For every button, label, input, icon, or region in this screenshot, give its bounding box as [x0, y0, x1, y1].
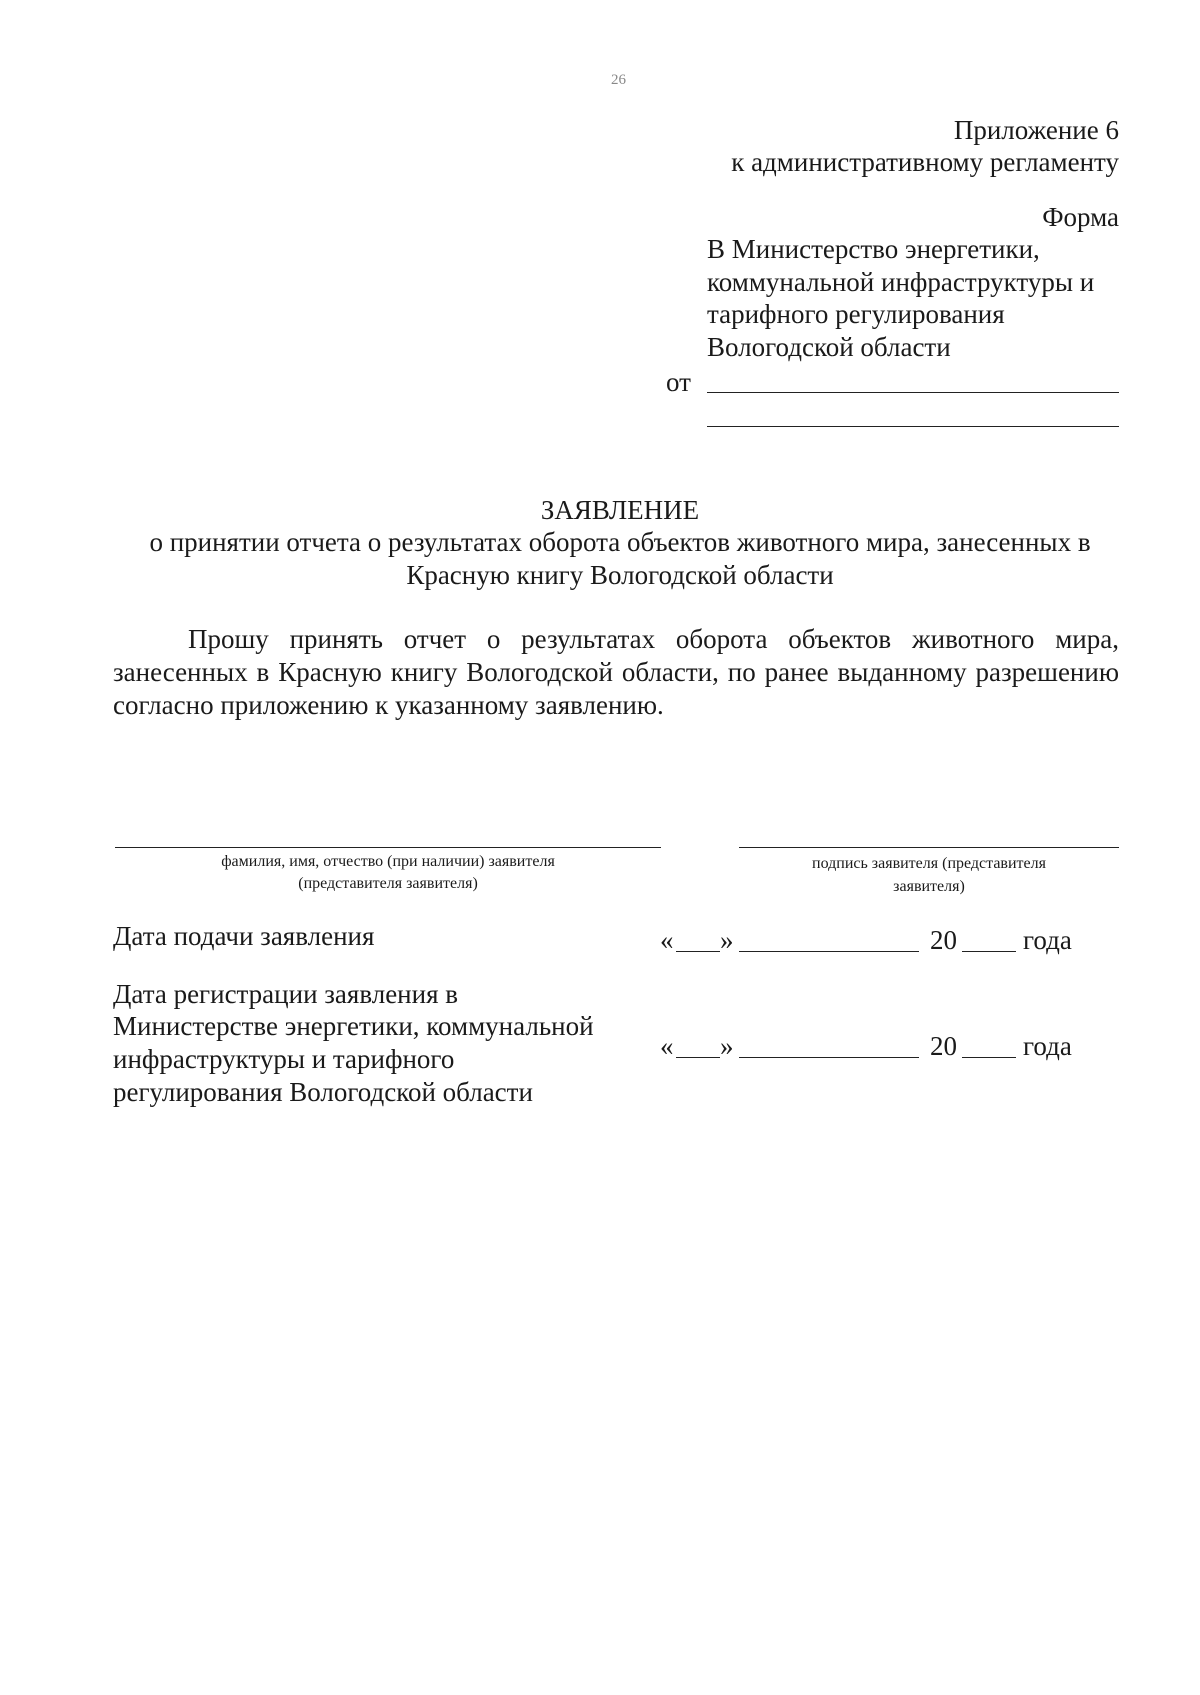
day-close-quote: »	[720, 925, 734, 955]
day-open-quote: «	[660, 925, 674, 955]
year-word: года	[1023, 925, 1072, 955]
document-subtitle-line-2: Красную книгу Вологодской области	[406, 560, 834, 590]
signature-caption-line-1: подпись заявителя (представителя	[812, 855, 1046, 872]
from-label: от	[666, 367, 691, 397]
document-title: ЗАЯВЛЕНИЕ	[540, 495, 700, 525]
registration-label-line: инфраструктуры и тарифного	[113, 1044, 455, 1074]
submission-day-field[interactable]	[676, 951, 720, 952]
registration-month-field[interactable]	[739, 1057, 919, 1058]
form-label: Форма	[1042, 202, 1119, 232]
addressee-line: коммунальной инфраструктуры и	[707, 267, 1095, 297]
century-label: 20	[930, 1031, 957, 1061]
name-caption-line-1: фамилия, имя, отчество (при наличии) заявителя	[221, 853, 555, 870]
submission-date-label: Дата подачи заявления	[113, 921, 375, 951]
addressee-line: В Министерство энергетики,	[707, 234, 1040, 264]
registration-day-field[interactable]	[676, 1057, 720, 1058]
addressee-line: тарифного регулирования	[707, 299, 1005, 329]
submission-year-field[interactable]	[962, 951, 1016, 952]
year-word: года	[1023, 1031, 1072, 1061]
appendix-label: Приложение 6	[953, 115, 1119, 145]
request-paragraph	[113, 623, 1119, 722]
day-close-quote: »	[720, 1031, 734, 1061]
submission-month-field[interactable]	[739, 951, 919, 952]
signature-caption-line-2: заявителя)	[893, 878, 965, 895]
request-paragraph-text: Прошу принять отчет о результатах оборота объектов животного мира, занесенных в Красную книгу Вологодской области, по ранее выданному разрешению согласно приложению к указанному заявлению.	[113, 624, 1119, 720]
page-number: 26	[611, 72, 626, 88]
document-subtitle-line-1: о принятии отчета о результатах оборота объектов животного мира, занесенных в	[149, 527, 1091, 557]
registration-label-line: Министерстве энергетики, коммунальной	[113, 1011, 594, 1041]
from-field-line-2[interactable]	[707, 426, 1119, 427]
century-label: 20	[930, 925, 957, 955]
registration-year-field[interactable]	[962, 1057, 1016, 1058]
applicant-name-line[interactable]	[115, 847, 661, 848]
registration-label-line: Дата регистрации заявления в	[113, 979, 459, 1009]
registration-label-line: регулирования Вологодской области	[113, 1077, 533, 1107]
from-field-line-1[interactable]	[707, 392, 1119, 393]
day-open-quote: «	[660, 1031, 674, 1061]
regulation-label: к административному регламенту	[731, 147, 1119, 177]
name-caption-line-2: (представителя заявителя)	[298, 875, 478, 892]
applicant-signature-line[interactable]	[739, 847, 1119, 848]
addressee-line: Вологодской области	[707, 332, 951, 362]
